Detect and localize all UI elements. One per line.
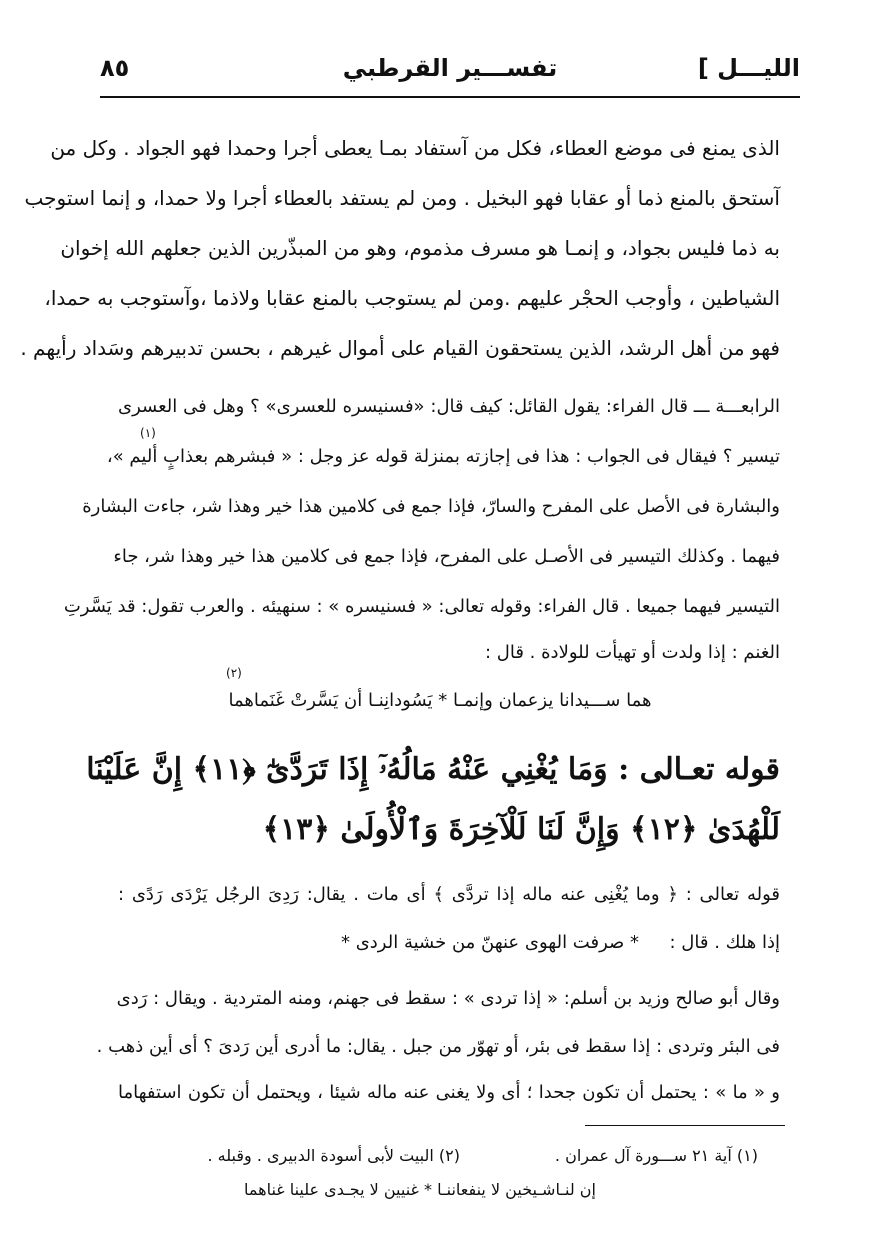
body-line: الشياطين ، وأوجب الحجْر عليهم .ومن لم يستوجب بالمنع عقابا ولاذما ،وآستوجب به حمدا، [44, 286, 780, 310]
poetry-line: * صرفت الهوى عنهنّ من خشية الردى * [340, 932, 640, 953]
footnote-2: (٢) البيت لأبى أسودة الدبيرى . وقبله . [207, 1146, 460, 1165]
body-line: الذى يمنع فى موضع العطاء، فكل من آستفاد بمـا يعطى أجرا وحمدا فهو الجواد . وكل من [50, 136, 780, 160]
quran-verse-line: قوله تعـالى : وَمَا يُغْنِي عَنْهُ مَالُهُۥٓ إِذَا تَرَدَّىٰٓ ﴿١١﴾ إِنَّ عَلَيْنَا [86, 752, 780, 787]
poetry-line: هما ســـيدانا يزعمان وإنمـا * يَسُودانِنـا أن يَسَّرتْ غَنَماهما [228, 690, 652, 711]
body-line: قوله تعالى : ﴿ وما يُغْنِى عنه ماله إذا تردَّى ﴾ أى مات . يقال: رَدِىَ الرجُل يَرْدَى رَدًى : [118, 884, 780, 905]
footnote-1: (١) آية ٢١ ســـورة آل عمران . [554, 1146, 758, 1165]
body-line: فى البئر وتردى : إذا سقط فى بئر، أو تهوّر من جبل . يقال: ما أدرى أين رَدىَ ؟ أى أين ذهب . [96, 1036, 780, 1057]
sura-name: الليـــل ] [697, 54, 800, 82]
body-line: و « ما » : يحتمل أن تكون جحدا ؛ أى ولا يغنى عنه ماله شيئا ، ويحتمل أن تكون استفهاما [118, 1082, 780, 1103]
body-line: فيهما . وكذلك التيسير فى الأصـل على المفرح، فإذا جمع فى كلامين هذا خير وهذا شر، جاء [113, 546, 780, 567]
body-line: تيسير ؟ فيقال فى الجواب : هذا فى إجازته بمنزلة قوله عز وجل : « فبشرهم بعذابٍ أليم »، [106, 446, 780, 467]
footnote-marker: (٢) [226, 666, 242, 680]
body-line: الغنم : إذا ولدت أو تهيأت للولادة . قال : [485, 642, 780, 663]
body-line: به ذما فليس بجواد، و إنمـا هو مسرف مذموم، وهو من المبذّرين الذين جعلهم الله إخوان [60, 236, 780, 260]
body-line: الرابعـــة ـــ قال الفراء: يقول القائل: كيف قال: «فسنيسره للعسرى» ؟ وهل فى العسرى [118, 396, 780, 417]
quran-verse-line: لَلْهُدَىٰ ﴿١٢﴾ وَإِنَّ لَنَا لَلْآخِرَةَ وَٱلْأُولَىٰ ﴿١٣﴾ [262, 812, 780, 847]
body-line: آستحق بالمنع ذما أو عقابا فهو البخيل . ومن لم يستفد بالعطاء أجرا ولا حمدا، و إنما استوجب [24, 186, 780, 210]
footnote-rule [585, 1125, 785, 1126]
body-line: إذا هلك . قال : [669, 932, 780, 953]
footnote-verse: إن لنـاشـيخين لا ينفعاننـا * غنيين لا يجـدى علينا غناهما [244, 1180, 596, 1199]
body-line: وقال أبو صالح وزيد بن أسلم: « إذا تردى » : سقط فى جهنم، ومنه المتردية . ويقال : رَدى [116, 988, 780, 1009]
running-header [100, 54, 800, 94]
header-rule [100, 96, 800, 98]
page-number: ٨٥ [100, 54, 130, 82]
body-line: فهو من أهل الرشد، الذين يستحقون القيام على أموال غيرهم ، بحسن تدبيرهم وسَداد رأيهم . [20, 336, 780, 360]
book-title: تفســـير القرطبي [342, 54, 558, 82]
footnote-marker: (١) [140, 426, 156, 440]
body-line: والبشارة فى الأصل على المفرح والسارّ، فإذا جمع فى كلامين هذا خير وهذا شر، جاءت البشارة [82, 496, 780, 517]
body-line: التيسير فيهما جميعا . قال الفراء: وقوله تعالى: « فسنيسره » : سنهيئه . والعرب تقول: قد يَسَّرتِ [63, 596, 780, 617]
